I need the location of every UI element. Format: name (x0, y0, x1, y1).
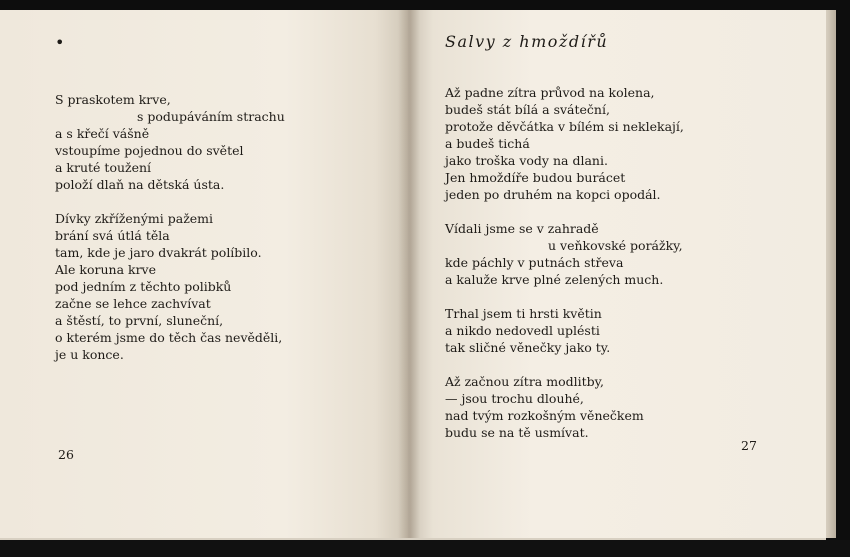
poem-line: Až padne zítra průvod na kolena, (445, 85, 655, 100)
stanza-break (55, 193, 285, 210)
open-book (0, 10, 836, 538)
poem-line: pod jedním z těchto polibků (55, 279, 232, 294)
poem-line: vstoupíme pojednou do světel (55, 143, 244, 158)
poem-line: a budeš tichá (445, 136, 530, 151)
poem-line: Jen hmoždíře budou burácet (445, 170, 626, 185)
poem-line: Trhal jsem ti hrsti květin (445, 306, 602, 321)
left-poem (55, 91, 285, 363)
poem-line: a štěstí, to první, sluneční, (55, 313, 224, 328)
poem-line: Dívky zkříženými pažemi (55, 211, 214, 226)
poem-line: tam, kde je jaro dvakrát políbilo. (55, 245, 262, 260)
poem-line: u veňkovské porážky, (548, 238, 683, 253)
right-poem (445, 84, 684, 441)
page-edges (826, 10, 836, 538)
poem-title: Salvy z hmoždířů (445, 32, 609, 51)
poem-line: brání svá útlá těla (55, 228, 170, 243)
poem-line: Až začnou zítra modlitby, (445, 374, 605, 389)
poem-line: a kaluže krve plné zelených much. (445, 272, 664, 287)
poem-line: s podupáváním strachu (137, 109, 285, 124)
poem-line: a kruté toužení (55, 160, 152, 175)
poem-line: jako troška vody na dlani. (445, 153, 608, 168)
poem-line: a s křečí vášně (55, 126, 150, 141)
page-number-right: 27 (741, 438, 757, 453)
stanza-break (445, 203, 684, 220)
poem-line: kde páchly v putnách střeva (445, 255, 624, 270)
page-number-left: 26 (58, 447, 74, 462)
poem-line: budeš stát bílá a sváteční, (445, 102, 610, 117)
poem-line: tak sličné věnečky jako ty. (445, 340, 611, 355)
poem-line: nad tvým rozkošným věnečkem (445, 408, 644, 423)
poem-line: Vídali jsme se v zahradě (445, 221, 599, 236)
left-page (0, 10, 408, 541)
poem-line: S praskotem krve, (55, 92, 171, 107)
poem-line: jeden po druhém na kopci opodál. (445, 187, 661, 202)
stanza-break (445, 356, 684, 373)
right-page (408, 10, 826, 541)
poem-line: je u konce. (55, 347, 124, 362)
poem-line: položí dlaň na dětská ústa. (55, 177, 225, 192)
background-bottom (0, 540, 850, 557)
poem-line: začne se lehce zachvívat (55, 296, 211, 311)
ornament-bullet: • (55, 33, 65, 52)
poem-line: Ale koruna krve (55, 262, 157, 277)
poem-line: o kterém jsme do těch čas nevěděli, (55, 330, 283, 345)
poem-line: a nikdo nedovedl uplésti (445, 323, 600, 338)
stanza-break (445, 288, 684, 305)
poem-line: budu se na tě usmívat. (445, 425, 589, 440)
book-spine (398, 10, 420, 538)
poem-line: — jsou trochu dlouhé, (445, 391, 584, 406)
poem-line: protože děvčátka v bílém si neklekají, (445, 119, 684, 134)
